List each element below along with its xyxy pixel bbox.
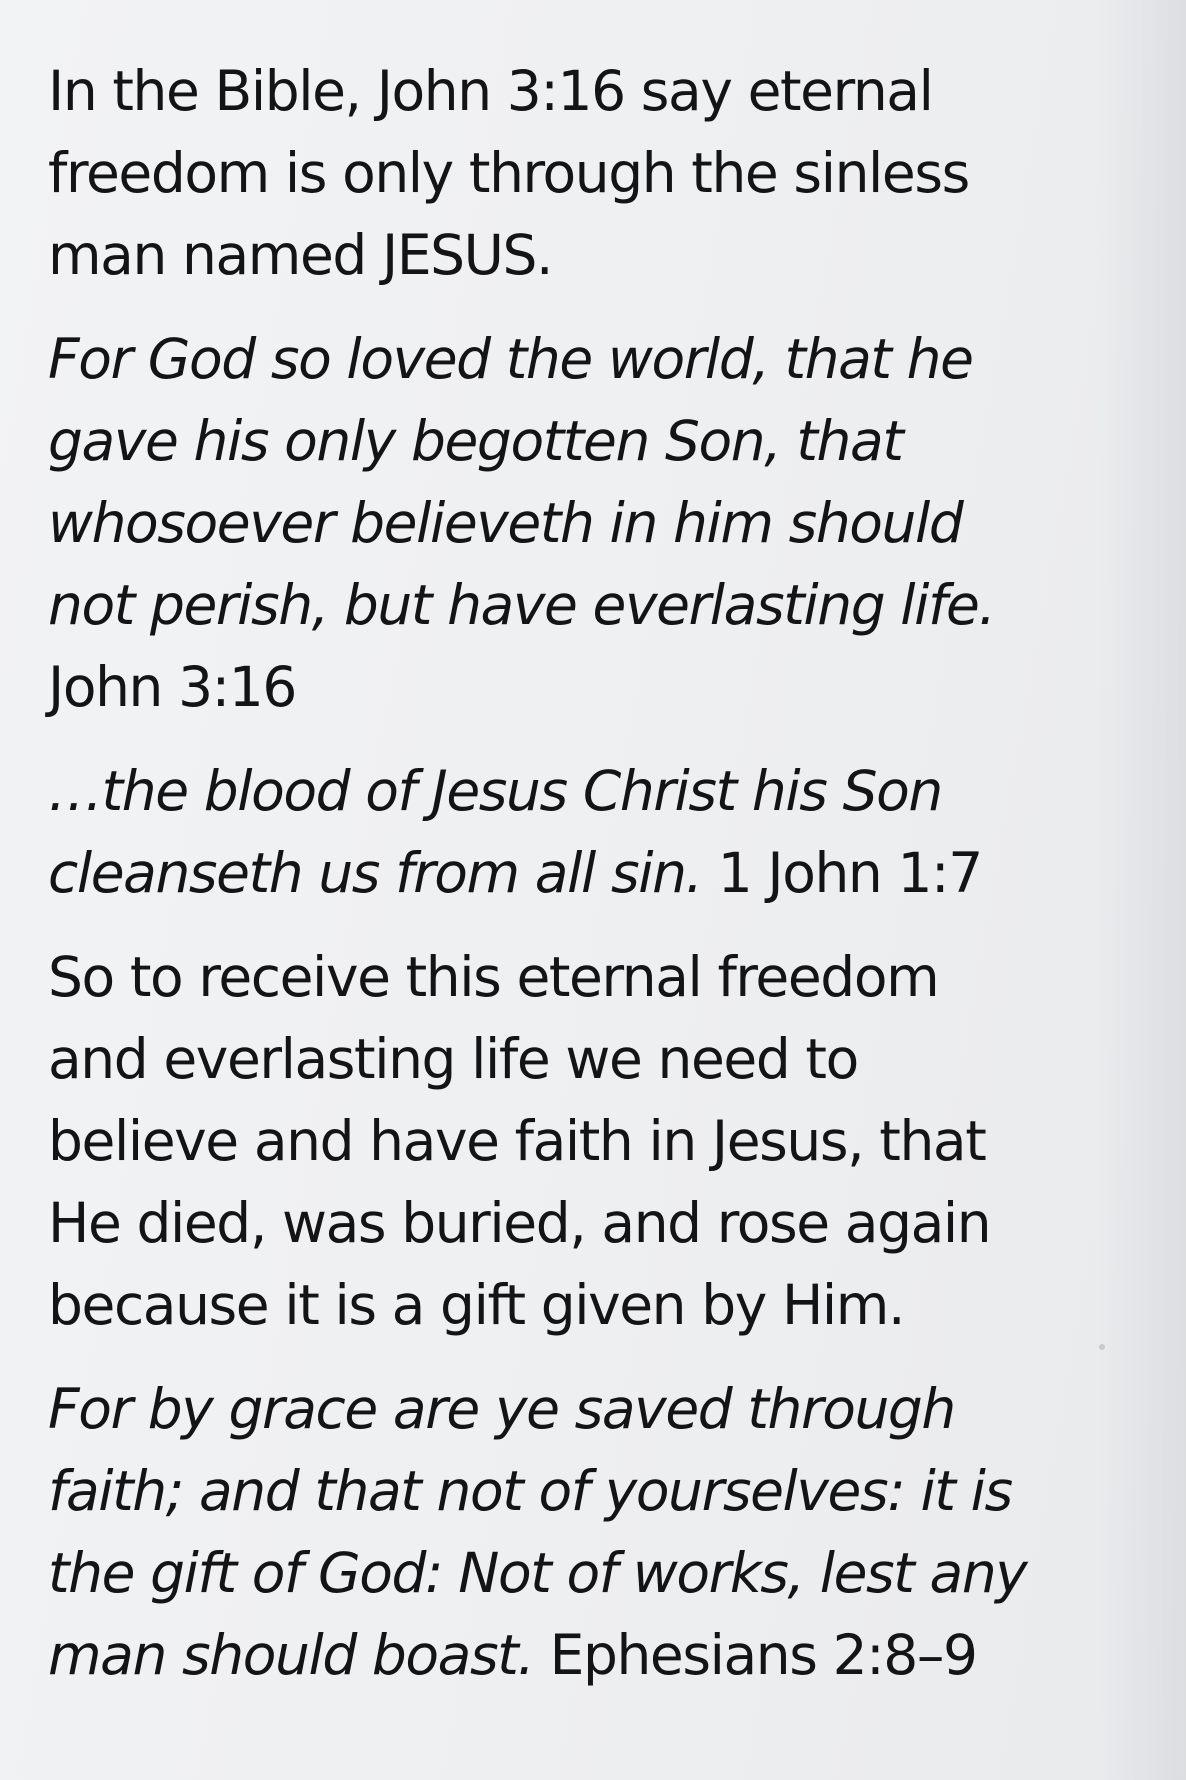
quote-text: cleanseth us from all sin. xyxy=(48,841,702,905)
scripture-reference: John 3:16 xyxy=(48,655,296,719)
quote-line: the gift of God: Not of works, lest any xyxy=(48,1541,1027,1605)
tract-text xyxy=(48,50,1088,1718)
quote-line: not perish, but have everlasting life. xyxy=(48,573,995,637)
quote-line: For by grace are ye saved through xyxy=(48,1377,955,1441)
body-line: He died, was buried, and rose again xyxy=(48,1191,991,1255)
quote-line: faith; and that not of yourselves: it is xyxy=(48,1459,1012,1523)
body-line: So to receive this eternal freedom xyxy=(48,945,939,1009)
body-line: believe and have faith in Jesus, that xyxy=(48,1109,986,1173)
john-3-16-quote xyxy=(48,318,1088,728)
body-line: and everlasting life we need to xyxy=(48,1027,858,1091)
intro-paragraph xyxy=(48,50,1088,296)
quote-line-with-reference xyxy=(48,1614,1088,1696)
ephesians-quote xyxy=(48,1368,1088,1696)
intro-line: freedom is only through the sinless xyxy=(48,141,969,205)
john-1-7-quote xyxy=(48,750,1088,914)
quote-text: man should boast. xyxy=(48,1623,534,1687)
quote-line-with-reference xyxy=(48,832,1088,914)
quote-line: gave his only begotten Son, that xyxy=(48,409,903,473)
intro-line: man named JESUS. xyxy=(48,223,553,287)
receive-paragraph xyxy=(48,936,1088,1346)
quote-line: whosoever believeth in him should xyxy=(48,491,963,555)
intro-line: In the Bible, John 3:16 say eternal xyxy=(48,59,933,123)
paper-speck xyxy=(1099,1344,1105,1350)
quote-line: …the blood of Jesus Christ his Son xyxy=(48,759,942,823)
scripture-reference: 1 John 1:7 xyxy=(717,841,982,905)
quote-line: For God so loved the world, that he xyxy=(48,327,973,391)
body-line: because it is a gift given by Him. xyxy=(48,1273,905,1337)
scripture-reference: Ephesians 2:8–9 xyxy=(549,1623,977,1687)
